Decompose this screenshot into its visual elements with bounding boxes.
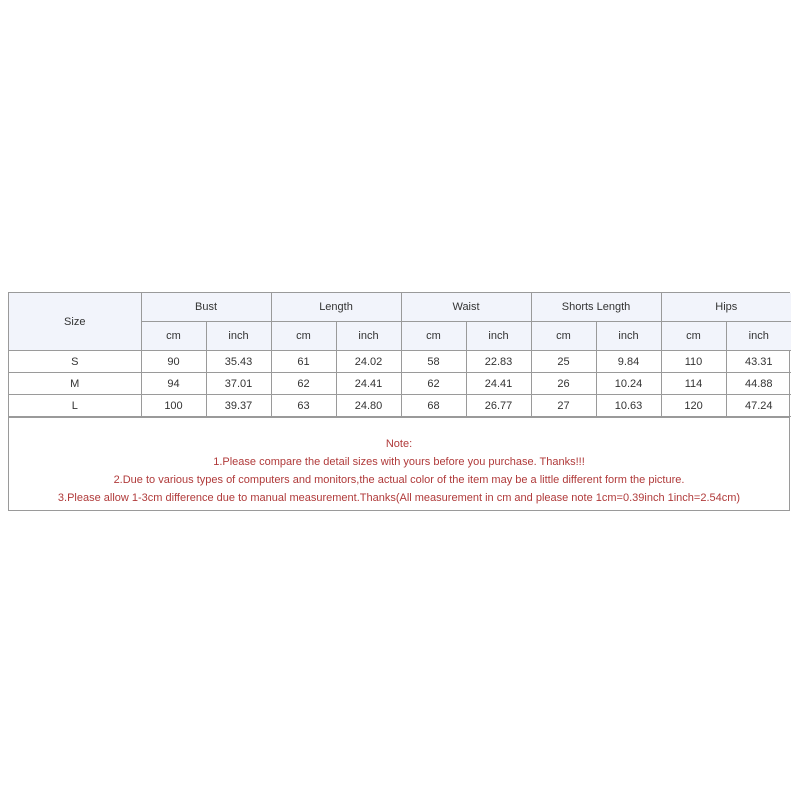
table-row <box>9 373 791 395</box>
table-cell: 100 <box>141 395 206 417</box>
table-cell: 110 <box>661 351 726 373</box>
note-line-3: 3.Please allow 1-3cm difference due to manual measurement.Thanks(All measurement in cm and please note 1cm=0.39inch 1inch=2.54cm) <box>57 492 741 504</box>
unit-header: inch <box>596 322 661 351</box>
size-label: M <box>9 373 141 395</box>
size-chart <box>8 292 790 511</box>
table-cell: 47.24 <box>726 395 791 417</box>
table-cell: 22.83 <box>466 351 531 373</box>
table-cell: 24.02 <box>336 351 401 373</box>
note-line-1: 1.Please compare the detail sizes with yours before you purchase. Thanks!!! <box>213 456 585 468</box>
table-cell: 25 <box>531 351 596 373</box>
table-cell: 94 <box>141 373 206 395</box>
group-header-waist: Waist <box>401 293 531 322</box>
group-header-bust: Bust <box>141 293 271 322</box>
table-cell: 44.88 <box>726 373 791 395</box>
unit-header: inch <box>206 322 271 351</box>
table-cell: 120 <box>661 395 726 417</box>
table-cell: 27 <box>531 395 596 417</box>
group-header-hips: Hips <box>661 293 791 322</box>
notes-title: Note: <box>385 438 413 450</box>
size-label: S <box>9 351 141 373</box>
note-line-2: 2.Due to various types of computers and monitors,the actual color of the item may be a little different form the picture. <box>113 474 685 486</box>
table-cell: 90 <box>141 351 206 373</box>
group-header-row <box>9 293 791 322</box>
unit-header: inch <box>336 322 401 351</box>
table-row <box>9 351 791 373</box>
unit-header: inch <box>466 322 531 351</box>
table-cell: 68 <box>401 395 466 417</box>
table-cell: 10.24 <box>596 373 661 395</box>
size-table <box>9 293 791 417</box>
table-cell: 62 <box>271 373 336 395</box>
group-header-length: Length <box>271 293 401 322</box>
group-header-shorts-length: Shorts Length <box>531 293 661 322</box>
table-cell: 58 <box>401 351 466 373</box>
table-cell: 37.01 <box>206 373 271 395</box>
notes-section <box>9 417 789 510</box>
table-cell: 9.84 <box>596 351 661 373</box>
table-cell: 26.77 <box>466 395 531 417</box>
unit-header: cm <box>401 322 466 351</box>
table-cell: 114 <box>661 373 726 395</box>
table-cell: 43.31 <box>726 351 791 373</box>
size-label: L <box>9 395 141 417</box>
table-cell: 26 <box>531 373 596 395</box>
table-cell: 35.43 <box>206 351 271 373</box>
table-cell: 63 <box>271 395 336 417</box>
size-column-header: Size <box>9 293 141 351</box>
table-cell: 39.37 <box>206 395 271 417</box>
table-cell: 10.63 <box>596 395 661 417</box>
unit-header: cm <box>661 322 726 351</box>
unit-header: inch <box>726 322 791 351</box>
table-cell: 61 <box>271 351 336 373</box>
table-cell: 24.80 <box>336 395 401 417</box>
table-cell: 24.41 <box>466 373 531 395</box>
table-cell: 62 <box>401 373 466 395</box>
unit-header: cm <box>271 322 336 351</box>
unit-header: cm <box>531 322 596 351</box>
unit-header: cm <box>141 322 206 351</box>
table-row <box>9 395 791 417</box>
table-cell: 24.41 <box>336 373 401 395</box>
